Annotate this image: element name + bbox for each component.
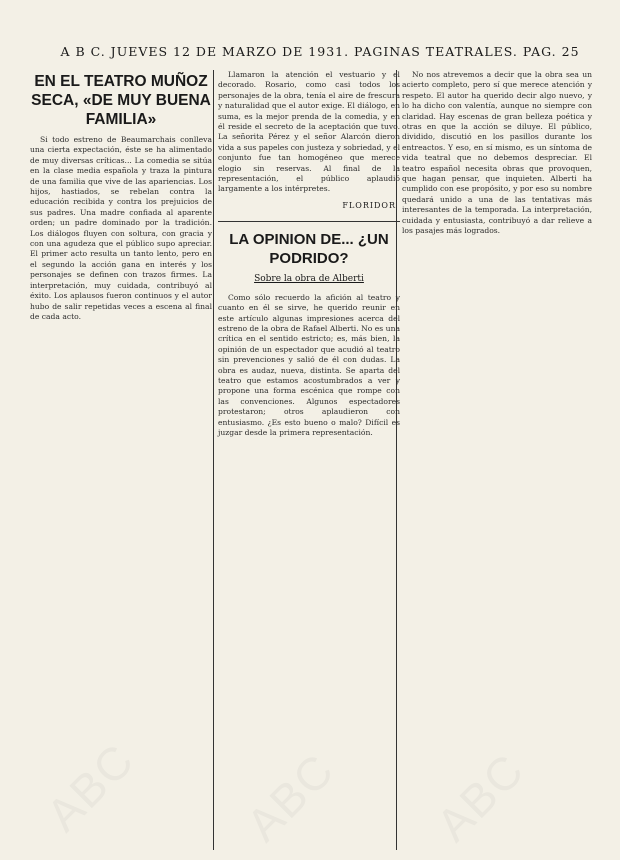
article2-continued: [402, 70, 592, 237]
watermark-right: ABC: [426, 743, 535, 851]
column-1: [30, 70, 212, 324]
article1-body-text: Si todo estreno de Beaumarchais conlleva una cierta expectación, éste se ha alimentado de muy diversas críticas... La comedia se sitúa en la clase media española y traza la pintura de una familia que vive de las apariencias. Los hijos, hastiados, se rebelan contra la educación recibida y contra los prejuicios de sus padres. Una madre confiada al aparente orden; un padre dominado por la tradición. Los diálogos fluyen con soltura, con gracia y con una agudeza que el público supo apreciar. El primer acto resulta un tanto lento, pero en el segundo la acción gana en interés y los personajes se definen con trazos firmes. La interpretación, muy cuidada, contribuyó al éxito. Los aplausos fueron continuos y el autor hubo de salir repetidas veces a escena al final de cada acto.: [30, 135, 212, 321]
article-separator: [218, 221, 400, 222]
watermark-center: ABC: [236, 743, 345, 851]
article2-kicker: Sobre la obra de Alberti: [254, 274, 364, 285]
article2-body-text: Como sólo recuerdo la afición al teatro y cuanto en él se sirve, he querido reunir en este artículo algunas impresiones acerca del estreno de la obra de Rafael Alberti. No es una crítica en el sentido estricto; es, más bien, la opinión de un espectador que acudió al teatro sin prevenciones y salió de él con dudas. La obra es audaz, nueva, distinta. Se aparta del teatro que estamos acostumbrados a ver y propone una forma escénica que rompe con las convenciones. Algunos espectadores protestaron; otros aplaudieron con entusiasmo. ¿Es esto bueno o malo? Difícil es juzgar desde la primera representación.: [218, 292, 400, 437]
article1-signature: FLORIDOR: [342, 200, 396, 210]
article1-body: [30, 135, 212, 322]
watermark-left: ABC: [36, 733, 145, 841]
column-3: [402, 70, 592, 239]
article1-continued-text: Llamaron la atención el vestuario y el decorado. Rosario, como casi todos los personajes de la obra, tenía el aire de frescura y naturalidad que el autor exige. El diálogo, en suma, es la mejor prenda de la comedia, y en él reside el secreto de la aceptación que tuvo. La señorita Pérez y el señor Alarcón dieron vida a sus papeles con justeza y sobriedad, y el conjunto fue tan homogéneo que merece elogio sin reservas. Al final de la representación, el público aplaudió largamente a los intérpretes.: [218, 70, 400, 194]
article2-headline: LA OPINION DE... ¿UN PODRIDO?: [229, 231, 389, 268]
article2-body: [218, 293, 400, 439]
column-2: [218, 70, 400, 440]
article1-headline: EN EL TEATRO MUÑOZ SECA, «DE MUY BUENA FAMILIA»: [31, 73, 211, 128]
article1-continued: [218, 70, 400, 195]
running-head: A B C. JUEVES 12 DE MARZO DE 1931. PAGINAS TEATRALES. PAG. 25: [60, 44, 580, 59]
column-rule-left: [213, 70, 214, 850]
article2-continued-text: No nos atrevemos a decir que la obra sea un acierto completo, pero sí que merece atención y respeto. El autor ha querido decir algo nuevo, y lo ha dicho con valentía, aunque no siempre con claridad. Hay escenas de gran belleza poética y otras en que la acción se diluye. El público, dividido, discutió en los pasillos durante los entreactos. Y eso, en sí mismo, es un síntoma de vida teatral que no debemos despreciar. El teatro español necesita obras que provoquen, que hagan pensar, que inquieten. Alberti ha cumplido con ese propósito, y por eso su nombre quedará unido a una de las tentativas más interesantes de la temporada. La interpretación, cuidada y entusiasta, contribuyó a dar relieve a los pasajes más logrados.: [402, 70, 592, 236]
